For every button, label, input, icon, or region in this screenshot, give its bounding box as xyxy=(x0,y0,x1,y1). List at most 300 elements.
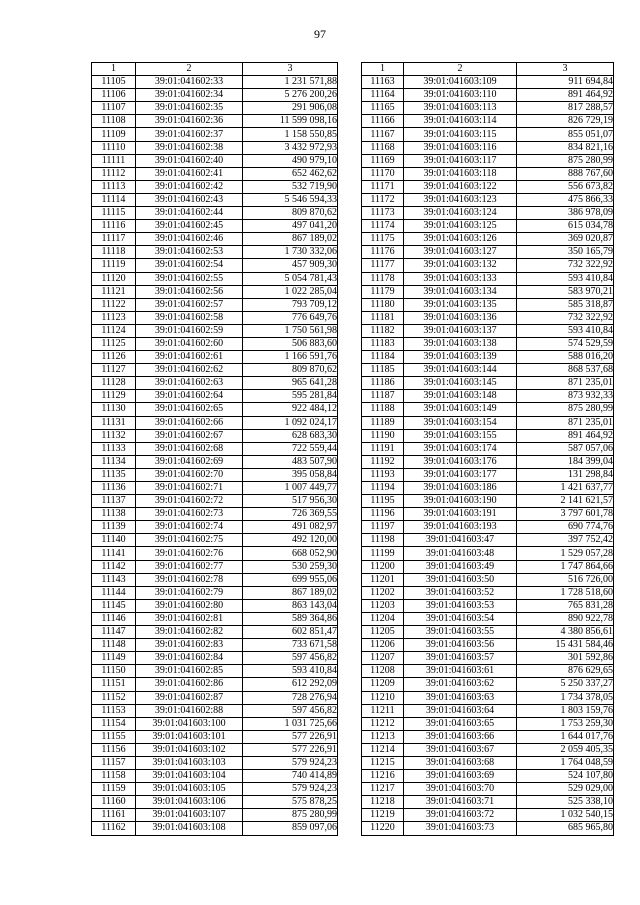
cadastral-number: 39:01:041603:139 xyxy=(404,351,517,364)
table-row xyxy=(92,311,338,324)
right-table xyxy=(361,62,614,836)
table-row xyxy=(92,377,338,390)
table-row xyxy=(362,534,614,547)
cadastral-number: 39:01:041603:125 xyxy=(404,220,517,233)
table-row xyxy=(362,89,614,102)
table-row xyxy=(362,521,614,534)
cadastral-value: 1 728 518,60 xyxy=(517,586,614,599)
cadastral-value: 873 932,33 xyxy=(517,390,614,403)
cadastral-number: 39:01:041603:155 xyxy=(404,429,517,442)
cadastral-number: 39:01:041603:149 xyxy=(404,403,517,416)
table-row xyxy=(92,717,338,730)
row-number: 11140 xyxy=(92,534,136,547)
table-row xyxy=(362,364,614,377)
cadastral-number: 39:01:041602:37 xyxy=(136,128,243,141)
row-number: 11141 xyxy=(92,547,136,560)
cadastral-number: 39:01:041603:104 xyxy=(136,770,243,783)
row-number: 11164 xyxy=(362,89,404,102)
cadastral-number: 39:01:041602:73 xyxy=(136,508,243,521)
table-row xyxy=(362,665,614,678)
cadastral-number: 39:01:041602:87 xyxy=(136,691,243,704)
left-table xyxy=(91,62,338,836)
cadastral-number: 39:01:041603:177 xyxy=(404,468,517,481)
table-row xyxy=(362,678,614,691)
row-number: 11166 xyxy=(362,115,404,128)
table-row xyxy=(92,180,338,193)
cadastral-value: 890 922,78 xyxy=(517,612,614,625)
row-number: 11201 xyxy=(362,573,404,586)
row-number: 11126 xyxy=(92,351,136,364)
table-row xyxy=(362,390,614,403)
cadastral-value: 579 924,23 xyxy=(243,783,338,796)
cadastral-value: 492 120,00 xyxy=(243,534,338,547)
row-number: 11131 xyxy=(92,416,136,429)
table-row xyxy=(362,311,614,324)
cadastral-value: 1 750 561,98 xyxy=(243,324,338,337)
column-header-number: 1 xyxy=(362,63,404,76)
cadastral-value: 593 410,84 xyxy=(517,324,614,337)
row-number: 11179 xyxy=(362,285,404,298)
cadastral-value: 765 831,28 xyxy=(517,599,614,612)
row-number: 11109 xyxy=(92,128,136,141)
row-number: 11108 xyxy=(92,115,136,128)
table-row xyxy=(362,442,614,455)
cadastral-value: 809 870,62 xyxy=(243,207,338,220)
cadastral-value: 395 058,84 xyxy=(243,468,338,481)
cadastral-number: 39:01:041602:35 xyxy=(136,102,243,115)
row-number: 11176 xyxy=(362,246,404,259)
row-number: 11178 xyxy=(362,272,404,285)
row-number: 11175 xyxy=(362,233,404,246)
cadastral-number: 39:01:041602:76 xyxy=(136,547,243,560)
row-number: 11192 xyxy=(362,455,404,468)
cadastral-number: 39:01:041603:50 xyxy=(404,573,517,586)
table-row xyxy=(362,783,614,796)
cadastral-number: 39:01:041603:126 xyxy=(404,233,517,246)
cadastral-value: 506 883,60 xyxy=(243,337,338,350)
cadastral-number: 39:01:041603:63 xyxy=(404,691,517,704)
row-number: 11147 xyxy=(92,626,136,639)
table-row xyxy=(92,351,338,364)
row-number: 11125 xyxy=(92,337,136,350)
row-number: 11150 xyxy=(92,665,136,678)
cadastral-value: 826 729,19 xyxy=(517,115,614,128)
cadastral-number: 39:01:041602:82 xyxy=(136,626,243,639)
cadastral-value: 911 694,84 xyxy=(517,76,614,89)
row-number: 11142 xyxy=(92,560,136,573)
cadastral-number: 39:01:041603:148 xyxy=(404,390,517,403)
row-number: 11130 xyxy=(92,403,136,416)
cadastral-number: 39:01:041603:190 xyxy=(404,495,517,508)
table-row xyxy=(362,573,614,586)
cadastral-number: 39:01:041603:117 xyxy=(404,154,517,167)
cadastral-number: 39:01:041603:115 xyxy=(404,128,517,141)
table-row xyxy=(92,154,338,167)
table-row xyxy=(92,285,338,298)
cadastral-value: 726 369,55 xyxy=(243,508,338,521)
row-number: 11114 xyxy=(92,193,136,206)
cadastral-number: 39:01:041602:88 xyxy=(136,704,243,717)
cadastral-number: 39:01:041603:174 xyxy=(404,442,517,455)
table-row xyxy=(92,822,338,835)
cadastral-value: 1 644 017,76 xyxy=(517,730,614,743)
cadastral-number: 39:01:041602:64 xyxy=(136,390,243,403)
cadastral-value: 184 399,04 xyxy=(517,455,614,468)
cadastral-value: 1 022 285,04 xyxy=(243,285,338,298)
table-row xyxy=(362,796,614,809)
table-row xyxy=(362,770,614,783)
cadastral-value: 5 250 337,27 xyxy=(517,678,614,691)
table-row xyxy=(362,612,614,625)
row-number: 11136 xyxy=(92,482,136,495)
cadastral-value: 867 189,02 xyxy=(243,586,338,599)
row-number: 11105 xyxy=(92,76,136,89)
cadastral-number: 39:01:041602:69 xyxy=(136,455,243,468)
cadastral-number: 39:01:041603:145 xyxy=(404,377,517,390)
cadastral-value: 875 280,99 xyxy=(243,809,338,822)
cadastral-value: 585 318,87 xyxy=(517,298,614,311)
table-row xyxy=(92,272,338,285)
cadastral-value: 1 753 259,30 xyxy=(517,717,614,730)
cadastral-value: 589 364,86 xyxy=(243,612,338,625)
row-number: 11121 xyxy=(92,285,136,298)
table-row xyxy=(362,167,614,180)
table-row xyxy=(92,626,338,639)
cadastral-number: 39:01:041602:62 xyxy=(136,364,243,377)
left-table-body xyxy=(92,76,338,835)
cadastral-value: 1 158 550,85 xyxy=(243,128,338,141)
row-number: 11181 xyxy=(362,311,404,324)
cadastral-number: 39:01:041602:59 xyxy=(136,324,243,337)
table-row xyxy=(92,691,338,704)
cadastral-number: 39:01:041603:137 xyxy=(404,324,517,337)
cadastral-value: 369 020,87 xyxy=(517,233,614,246)
cadastral-number: 39:01:041602:74 xyxy=(136,521,243,534)
row-number: 11220 xyxy=(362,822,404,835)
row-number: 11148 xyxy=(92,639,136,652)
row-number: 11152 xyxy=(92,691,136,704)
cadastral-value: 1 764 048,59 xyxy=(517,756,614,769)
cadastral-value: 685 965,80 xyxy=(517,822,614,835)
cadastral-number: 39:01:041602:78 xyxy=(136,573,243,586)
row-number: 11153 xyxy=(92,704,136,717)
row-number: 11127 xyxy=(92,364,136,377)
cadastral-value: 291 906,08 xyxy=(243,102,338,115)
table-row xyxy=(92,403,338,416)
table-row xyxy=(362,468,614,481)
cadastral-number: 39:01:041602:75 xyxy=(136,534,243,547)
table-row xyxy=(92,599,338,612)
table-row xyxy=(362,337,614,350)
cadastral-number: 39:01:041602:68 xyxy=(136,442,243,455)
cadastral-number: 39:01:041602:61 xyxy=(136,351,243,364)
table-row xyxy=(92,573,338,586)
cadastral-value: 732 322,92 xyxy=(517,311,614,324)
cadastral-number: 39:01:041603:113 xyxy=(404,102,517,115)
row-number: 11190 xyxy=(362,429,404,442)
table-row xyxy=(92,756,338,769)
cadastral-number: 39:01:041603:57 xyxy=(404,652,517,665)
table-row xyxy=(362,586,614,599)
cadastral-number: 39:01:041602:34 xyxy=(136,89,243,102)
cadastral-number: 39:01:041603:47 xyxy=(404,534,517,547)
cadastral-number: 39:01:041602:44 xyxy=(136,207,243,220)
row-number: 11165 xyxy=(362,102,404,115)
cadastral-value: 483 507,90 xyxy=(243,455,338,468)
row-number: 11212 xyxy=(362,717,404,730)
cadastral-number: 39:01:041603:108 xyxy=(136,822,243,835)
row-number: 11191 xyxy=(362,442,404,455)
row-number: 11174 xyxy=(362,220,404,233)
cadastral-value: 5 546 594,33 xyxy=(243,193,338,206)
cadastral-number: 39:01:041603:118 xyxy=(404,167,517,180)
cadastral-value: 529 029,00 xyxy=(517,783,614,796)
cadastral-number: 39:01:041602:71 xyxy=(136,482,243,495)
cadastral-value: 5 276 200,26 xyxy=(243,89,338,102)
cadastral-value: 491 082,97 xyxy=(243,521,338,534)
cadastral-number: 39:01:041603:127 xyxy=(404,246,517,259)
table-row xyxy=(362,128,614,141)
row-number: 11149 xyxy=(92,652,136,665)
cadastral-value: 793 709,12 xyxy=(243,298,338,311)
cadastral-number: 39:01:041602:79 xyxy=(136,586,243,599)
cadastral-value: 2 141 621,57 xyxy=(517,495,614,508)
cadastral-number: 39:01:041603:132 xyxy=(404,259,517,272)
cadastral-value: 525 338,10 xyxy=(517,796,614,809)
row-number: 11185 xyxy=(362,364,404,377)
table-row xyxy=(362,547,614,560)
row-number: 11219 xyxy=(362,809,404,822)
row-number: 11186 xyxy=(362,377,404,390)
cadastral-number: 39:01:041603:134 xyxy=(404,285,517,298)
table-row xyxy=(362,298,614,311)
cadastral-value: 668 052,90 xyxy=(243,547,338,560)
table-row xyxy=(92,167,338,180)
row-number: 11182 xyxy=(362,324,404,337)
table-row xyxy=(92,652,338,665)
right-table-body xyxy=(362,76,614,835)
row-number: 11197 xyxy=(362,521,404,534)
cadastral-value: 579 924,23 xyxy=(243,756,338,769)
cadastral-number: 39:01:041602:57 xyxy=(136,298,243,311)
table-row xyxy=(92,521,338,534)
cadastral-value: 809 870,62 xyxy=(243,364,338,377)
table-row xyxy=(362,180,614,193)
table-row xyxy=(92,612,338,625)
row-number: 11135 xyxy=(92,468,136,481)
cadastral-number: 39:01:041603:109 xyxy=(404,76,517,89)
row-number: 11133 xyxy=(92,442,136,455)
cadastral-value: 875 280,99 xyxy=(517,403,614,416)
cadastral-number: 39:01:041603:116 xyxy=(404,141,517,154)
table-row xyxy=(362,351,614,364)
cadastral-value: 583 970,21 xyxy=(517,285,614,298)
row-number: 11146 xyxy=(92,612,136,625)
table-row xyxy=(92,207,338,220)
cadastral-number: 39:01:041602:42 xyxy=(136,180,243,193)
table-row xyxy=(362,809,614,822)
row-number: 11193 xyxy=(362,468,404,481)
table-row xyxy=(362,704,614,717)
cadastral-number: 39:01:041602:65 xyxy=(136,403,243,416)
cadastral-number: 39:01:041602:41 xyxy=(136,167,243,180)
table-row xyxy=(362,285,614,298)
cadastral-number: 39:01:041602:60 xyxy=(136,337,243,350)
table-row xyxy=(92,442,338,455)
cadastral-value: 871 235,01 xyxy=(517,416,614,429)
table-row xyxy=(92,770,338,783)
cadastral-number: 39:01:041602:63 xyxy=(136,377,243,390)
cadastral-value: 597 456,82 xyxy=(243,652,338,665)
cadastral-value: 1 231 571,88 xyxy=(243,76,338,89)
cadastral-value: 652 462,62 xyxy=(243,167,338,180)
row-number: 11207 xyxy=(362,652,404,665)
cadastral-value: 722 559,44 xyxy=(243,442,338,455)
row-number: 11168 xyxy=(362,141,404,154)
row-number: 11155 xyxy=(92,730,136,743)
table-row xyxy=(92,586,338,599)
cadastral-number: 39:01:041602:56 xyxy=(136,285,243,298)
cadastral-value: 3 797 601,78 xyxy=(517,508,614,521)
table-row xyxy=(92,665,338,678)
cadastral-value: 732 322,92 xyxy=(517,259,614,272)
row-number: 11172 xyxy=(362,193,404,206)
cadastral-value: 301 592,86 xyxy=(517,652,614,665)
cadastral-value: 1 032 540,15 xyxy=(517,809,614,822)
table-row xyxy=(92,455,338,468)
cadastral-value: 740 414,89 xyxy=(243,770,338,783)
row-number: 11198 xyxy=(362,534,404,547)
table-row xyxy=(362,259,614,272)
row-number: 11196 xyxy=(362,508,404,521)
table-row xyxy=(362,76,614,89)
row-number: 11137 xyxy=(92,495,136,508)
row-number: 11124 xyxy=(92,324,136,337)
cadastral-number: 39:01:041603:154 xyxy=(404,416,517,429)
table-row xyxy=(362,220,614,233)
cadastral-value: 497 041,20 xyxy=(243,220,338,233)
cadastral-value: 875 280,99 xyxy=(517,154,614,167)
cadastral-number: 39:01:041603:73 xyxy=(404,822,517,835)
cadastral-value: 855 051,07 xyxy=(517,128,614,141)
cadastral-value: 1 730 332,06 xyxy=(243,246,338,259)
table-row xyxy=(362,403,614,416)
table-row xyxy=(362,599,614,612)
cadastral-number: 39:01:041603:55 xyxy=(404,626,517,639)
table-row xyxy=(362,324,614,337)
cadastral-number: 39:01:041603:61 xyxy=(404,665,517,678)
table-row xyxy=(92,495,338,508)
cadastral-number: 39:01:041603:186 xyxy=(404,482,517,495)
table-row xyxy=(92,259,338,272)
table-row xyxy=(92,639,338,652)
cadastral-value: 690 774,76 xyxy=(517,521,614,534)
table-row xyxy=(362,233,614,246)
row-number: 11158 xyxy=(92,770,136,783)
table-row xyxy=(362,626,614,639)
cadastral-value: 891 464,92 xyxy=(517,89,614,102)
row-number: 11145 xyxy=(92,599,136,612)
row-number: 11171 xyxy=(362,180,404,193)
cadastral-value: 350 165,79 xyxy=(517,246,614,259)
cadastral-value: 1 734 378,05 xyxy=(517,691,614,704)
table-row xyxy=(362,652,614,665)
cadastral-value: 587 057,06 xyxy=(517,442,614,455)
table-row xyxy=(362,822,614,835)
row-number: 11189 xyxy=(362,416,404,429)
row-number: 11162 xyxy=(92,822,136,835)
table-row xyxy=(362,141,614,154)
table-row xyxy=(92,128,338,141)
cadastral-value: 728 276,94 xyxy=(243,691,338,704)
table-row xyxy=(92,429,338,442)
cadastral-value: 397 752,42 xyxy=(517,534,614,547)
table-row xyxy=(362,377,614,390)
cadastral-value: 3 432 972,93 xyxy=(243,141,338,154)
cadastral-number: 39:01:041603:49 xyxy=(404,560,517,573)
cadastral-value: 859 097,06 xyxy=(243,822,338,835)
table-row xyxy=(92,534,338,547)
cadastral-value: 699 955,06 xyxy=(243,573,338,586)
cadastral-number: 39:01:041603:107 xyxy=(136,809,243,822)
cadastral-value: 615 034,78 xyxy=(517,220,614,233)
table-header-row xyxy=(362,63,614,76)
table-row xyxy=(362,455,614,468)
table-row xyxy=(92,560,338,573)
row-number: 11143 xyxy=(92,573,136,586)
row-number: 11195 xyxy=(362,495,404,508)
cadastral-value: 628 683,30 xyxy=(243,429,338,442)
table-row xyxy=(92,508,338,521)
row-number: 11184 xyxy=(362,351,404,364)
cadastral-number: 39:01:041602:80 xyxy=(136,599,243,612)
cadastral-number: 39:01:041603:66 xyxy=(404,730,517,743)
page-number: 97 xyxy=(314,27,326,41)
cadastral-value: 1 529 057,28 xyxy=(517,547,614,560)
cadastral-value: 863 143,04 xyxy=(243,599,338,612)
table-header-row xyxy=(92,63,338,76)
table-row xyxy=(92,468,338,481)
cadastral-number: 39:01:041602:85 xyxy=(136,665,243,678)
cadastral-value: 131 298,84 xyxy=(517,468,614,481)
table-row xyxy=(362,756,614,769)
row-number: 11206 xyxy=(362,639,404,652)
cadastral-number: 39:01:041602:45 xyxy=(136,220,243,233)
cadastral-value: 1 803 159,76 xyxy=(517,704,614,717)
cadastral-value: 965 641,28 xyxy=(243,377,338,390)
cadastral-value: 11 599 098,16 xyxy=(243,115,338,128)
cadastral-number: 39:01:041602:46 xyxy=(136,233,243,246)
cadastral-number: 39:01:041602:66 xyxy=(136,416,243,429)
table-row xyxy=(362,482,614,495)
cadastral-number: 39:01:041603:124 xyxy=(404,207,517,220)
cadastral-value: 1 421 637,77 xyxy=(517,482,614,495)
row-number: 11167 xyxy=(362,128,404,141)
table-row xyxy=(362,743,614,756)
cadastral-number: 39:01:041603:106 xyxy=(136,796,243,809)
cadastral-value: 867 189,02 xyxy=(243,233,338,246)
row-number: 11144 xyxy=(92,586,136,599)
cadastral-value: 577 226,91 xyxy=(243,743,338,756)
row-number: 11169 xyxy=(362,154,404,167)
table-row xyxy=(362,560,614,573)
cadastral-number: 39:01:041603:56 xyxy=(404,639,517,652)
cadastral-value: 556 673,82 xyxy=(517,180,614,193)
cadastral-number: 39:01:041603:136 xyxy=(404,311,517,324)
row-number: 11116 xyxy=(92,220,136,233)
table-row xyxy=(92,364,338,377)
table-row xyxy=(92,390,338,403)
